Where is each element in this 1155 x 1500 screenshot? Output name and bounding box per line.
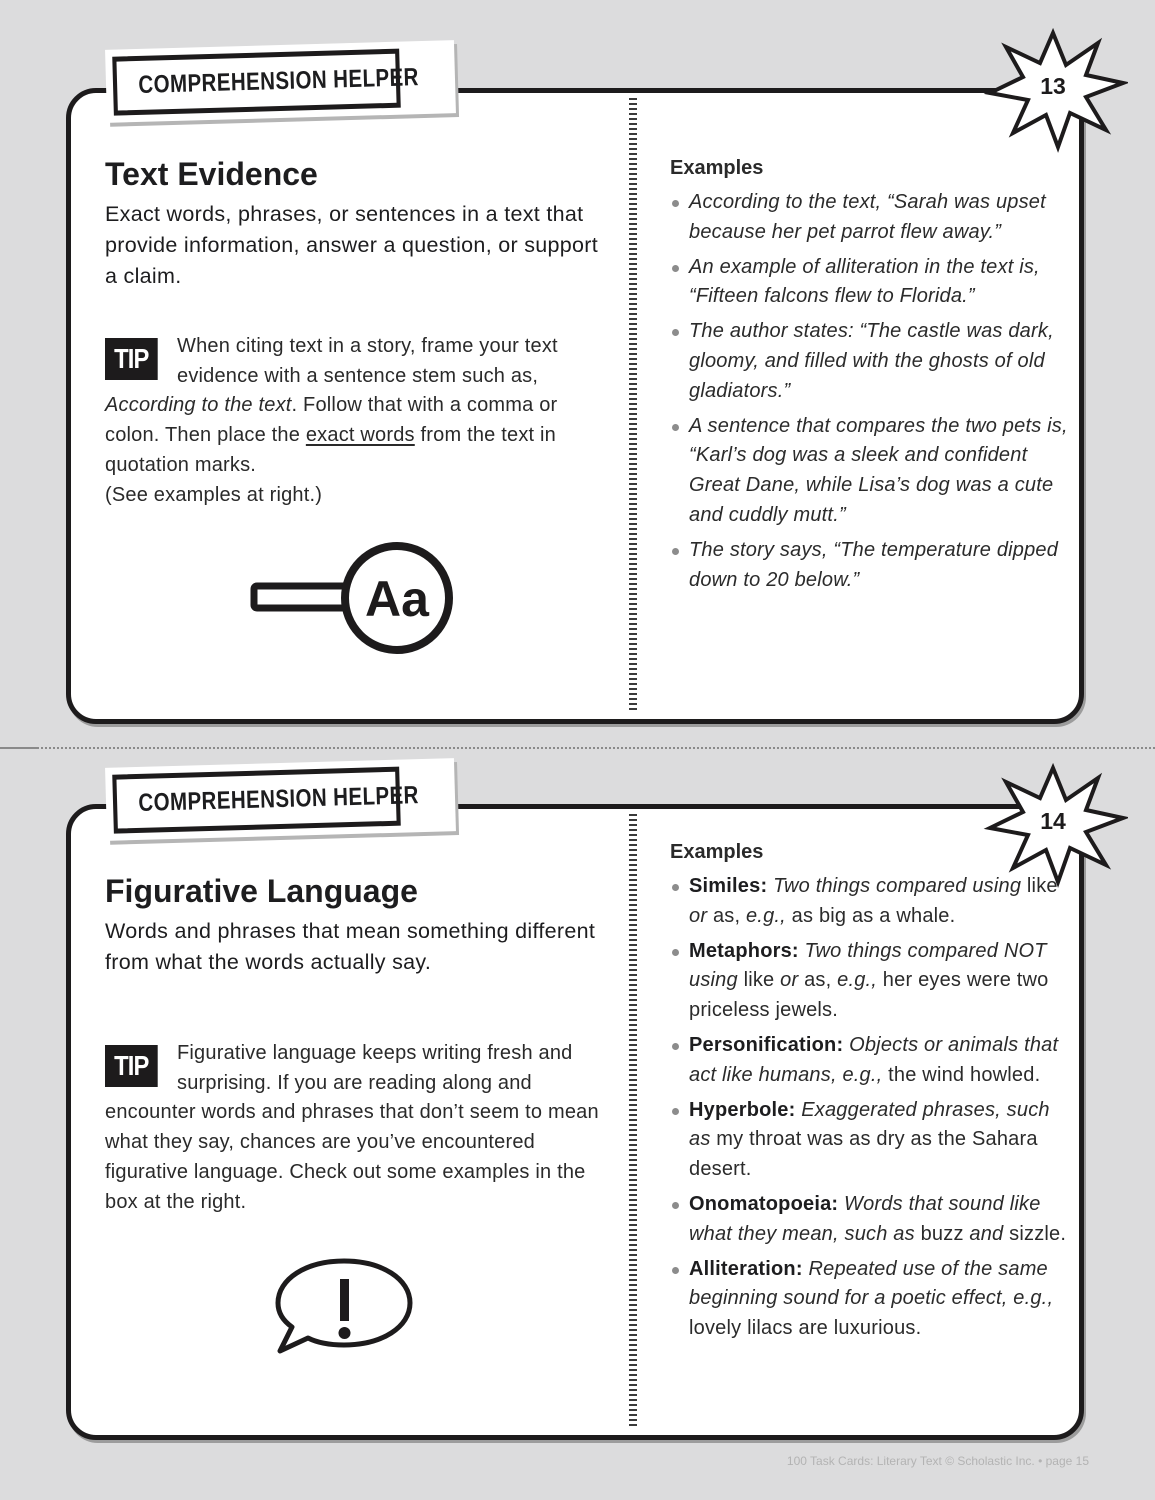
example-text: buzz [914,1222,970,1245]
tip-text: from the text in quotation marks. [105,424,556,476]
example-item: A sentence that compares the two pets is, “Karl’s dog was a sleek and confident Great Dane, while Lisa’s dog was a cute and cuddly mutt.” [670,412,1070,531]
example-text: Two things compared using [773,875,1022,897]
tip-italic-phrase: According to the text [105,394,292,417]
example-text: as, [707,904,746,927]
example-term: Metaphors: [689,939,805,962]
example-item [670,1096,1075,1185]
comprehension-helper-banner [105,758,456,841]
example-item: An example of alliteration in the text is, “Fifteen falcons flew to Florida.” [670,253,1070,313]
example-term: Onomatopoeia: [689,1192,845,1215]
speech-bubble-exclamation-icon [272,1255,417,1360]
page-footer: 100 Task Cards: Literary Text © Scholastic Inc. • page 15 [786,1454,1089,1468]
example-text: Words that sound like what they mean, such as [689,1192,1041,1245]
example-text: sizzle. [1003,1222,1067,1245]
example-text: lovely lilacs are luxurious. [689,1317,922,1340]
example-text: e.g., [837,969,878,992]
tip-text: . Follow that with a comma or colon. Then place the [105,394,558,447]
example-text: or [689,904,708,927]
example-text: Exaggerated phrases, such as [689,1098,1050,1151]
card-number-burst [978,25,1128,155]
example-text: my throat was as dry as the Sahara desert. [689,1128,1038,1181]
card-definition: Words and phrases that mean something different from what the words actually say. [105,919,596,974]
tip-block [105,332,605,510]
comprehension-helper-banner [105,40,456,123]
example-text: Objects or animals that act like humans, e.g., [689,1033,1059,1086]
example-text: or [780,969,799,992]
example-term: Hyperbole: [689,1098,802,1121]
example-term: Similes: [689,875,774,897]
example-text: the wind howled. [882,1063,1041,1086]
tip-text: When citing text in a story, frame your text evidence with a sentence stem such as, [177,335,558,387]
card-title: Text Evidence [105,156,318,192]
example-item: The story says, “The temperature dipped down to 20 below.” [670,536,1070,596]
tip-block [105,1039,600,1217]
example-item: According to the text, “Sarah was upset because her pet parrot flew away.” [670,188,1070,248]
example-item [670,937,1075,1026]
examples-list [670,188,1070,600]
example-text: as big as a whale. [785,904,956,927]
example-text: Repeated use of the same beginning sound for a poetic effect, e.g., [689,1257,1054,1310]
example-text: like [1021,875,1058,897]
card-number-burst [978,760,1128,890]
example-text: e.g., [745,904,786,927]
example-text: as, [798,969,838,992]
banner-label: COMPREHENSION HELPER [112,49,401,116]
examples-list [670,872,1075,1349]
example-text: like [737,969,781,992]
card-number: 14 [1040,808,1066,834]
card-number: 13 [1040,73,1066,99]
tip-badge: TIP [105,338,158,380]
example-text: and [969,1222,1004,1245]
tip-text: (See examples at right.) [105,483,323,506]
examples-heading: Examples [670,841,764,863]
examples-heading: Examples [670,157,764,179]
example-item [670,1190,1075,1250]
magnifier-aa-icon [250,540,460,665]
example-text: her eyes were two priceless jewels. [689,969,1049,1022]
cut-line [0,747,1155,749]
svg-text:Aa: Aa [365,571,429,627]
example-item [670,872,1075,932]
example-term: Personification: [689,1033,850,1056]
tip-text: Figurative language keeps writing fresh and surprising. If you are reading along and encounter words and phrases that don’t seem to mean what they say, chances are you’ve encountered figurative language. Check out some examples in the box at the right. [105,1042,599,1213]
tip-underlined-phrase: exact words [305,424,415,447]
card-divider [629,814,637,1426]
banner-label: COMPREHENSION HELPER [112,767,401,834]
example-item [670,1031,1075,1091]
example-item: The author states: “The castle was dark, gloomy, and filled with the ghosts of old gladiators.” [670,317,1070,406]
card-definition: Exact words, phrases, or sentences in a text that provide information, answer a question, or support a claim. [105,202,599,288]
example-text: Two things compared NOT using [689,939,1047,992]
card-title: Figurative Language [105,873,418,909]
card-divider [629,98,637,710]
example-item [670,1255,1075,1344]
example-term: Alliteration: [689,1257,809,1280]
tip-badge: TIP [105,1045,158,1087]
